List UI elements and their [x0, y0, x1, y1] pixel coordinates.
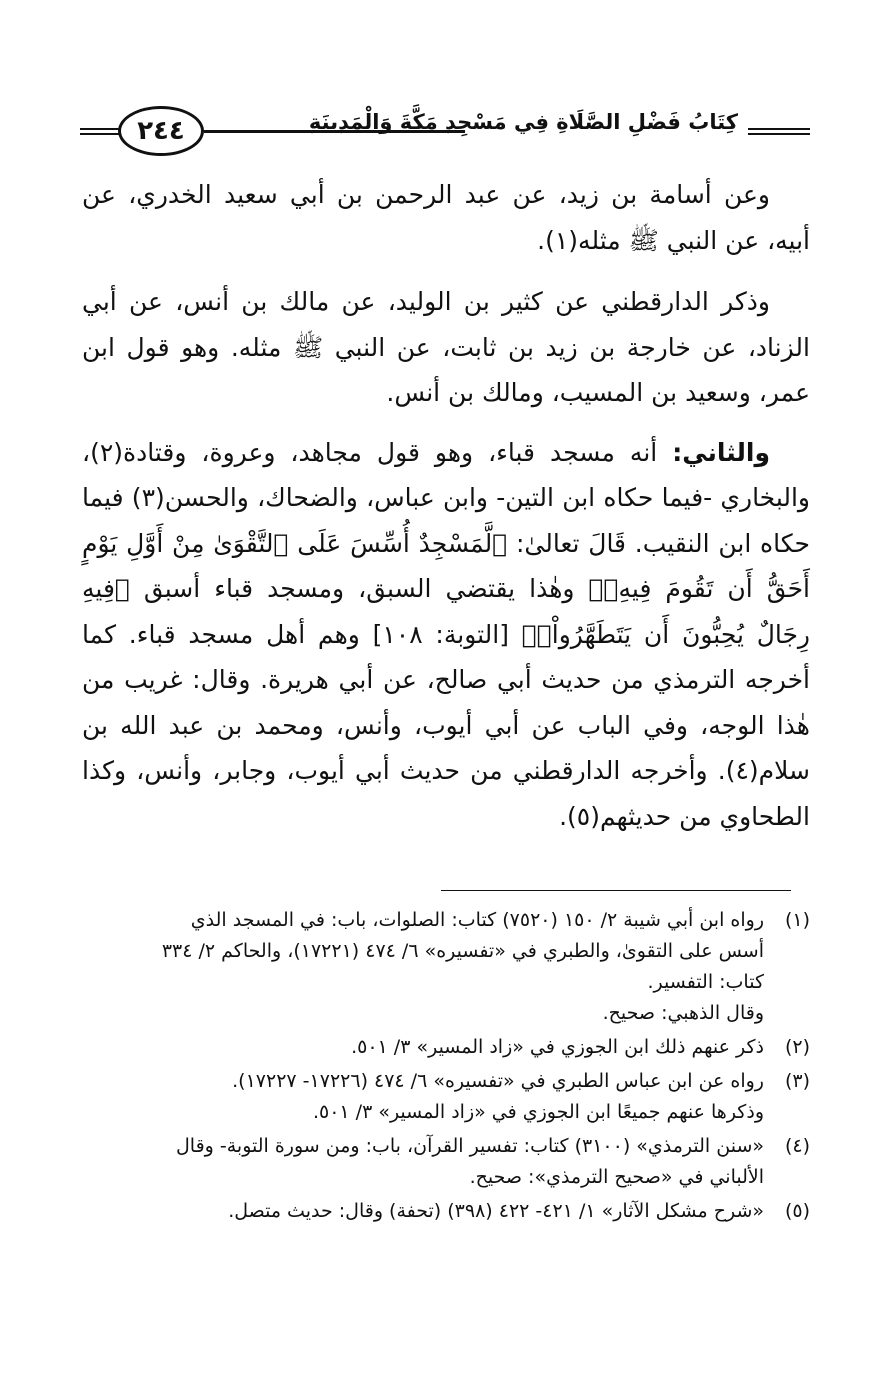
main-text	[82, 172, 810, 853]
footnote-line: الألباني في «صحيح الترمذي»: صحيح.	[469, 1166, 764, 1188]
page-number-oval	[118, 106, 204, 156]
running-header	[80, 104, 810, 160]
footnote-3	[80, 1066, 810, 1128]
footnote-2	[80, 1032, 810, 1063]
page-number: ٢٤٤	[137, 116, 185, 146]
footnote-1	[80, 905, 810, 1029]
footnote-line: رواه ابن أبي شيبة ٢/ ١٥٠ (٧٥٢٠) كتاب: الصلوات، باب: في المسجد الذي	[190, 909, 764, 931]
footnote-line: «شرح مشكل الآثار» ١/ ٤٢١- ٤٢٢ (٣٩٨) (تحفة) وقال: حديث متصل.	[228, 1200, 764, 1222]
footnote-line: وذكرها عنهم جميعًا ابن الجوزي في «زاد المسير» ٣/ ٥٠١.	[312, 1101, 764, 1123]
footnote-line: «سنن الترمذي» (٣١٠٠) كتاب: تفسير القرآن، باب: ومن سورة التوبة- وقال	[175, 1135, 764, 1157]
footnote-line: رواه عن ابن عباس الطبري في «تفسيره» ٦/ ٤٧٤ (١٧٢٢٦- ١٧٢٢٧).	[232, 1070, 764, 1092]
footnote-line: كتاب: التفسير.	[647, 971, 764, 993]
footnote-5	[80, 1196, 810, 1227]
footnote-separator	[441, 890, 791, 891]
paragraph-2: وذكر الدارقطني عن كثير بن الوليد، عن مالك بن أنس، عن أبي الزناد، عن خارجة بن زيد بن ثابت، عن النبي ﷺ مثله. وهو قول ابن عمر، وسعيد بن المسيب، ومالك بن أنس.	[82, 287, 810, 407]
footnote-number: (٢)	[784, 1036, 810, 1058]
header-title: كِتَابُ فَضْلِ الصَّلَاةِ فِي مَسْجِدِ مَكَّةَ وَالْمَدِينَةِ	[308, 110, 738, 134]
paragraph-3	[82, 430, 810, 840]
footnotes	[80, 905, 810, 1230]
header-rule-left	[80, 128, 120, 135]
header-rule-middle	[204, 130, 465, 137]
footnote-number: (١)	[784, 909, 810, 931]
paragraph-3-text: أنه مسجد قباء، وهو قول مجاهد، وعروة، وقتادة(٢)، والبخاري -فيما حكاه ابن التين- وابن عباس، والضحاك، والحسن(٣) فيما حكاه ابن النقيب. قَالَ تعالىٰ: ﴿لَّمَسْجِدٌ أُسِّسَ عَلَى ٱلتَّقْوَىٰ مِنْ أَوَّلِ يَوْمٍ أَحَقُّ أَن تَقُومَ فِيهِۚ﴾ وهٰذا يقتضي السبق، ومسجد قباء أسبق ﴿فِيهِ رِجَالٌ يُحِبُّونَ أَن يَتَطَهَّرُواْۚ﴾ [التوبة: ١٠٨] وهم أهل مسجد قباء. كما أخرجه الترمذي من حديث أبي صالح، عن أبي هريرة. وقال: غريب من هٰذا الوجه، وفي الباب عن أبي أيوب، وأنس، ومحمد بن عبد الله بن سلام(٤). وأخرجه الدارقطني من حديث أبي أيوب، وجابر، وأنس، وكذا الطحاوي من حديثهم(٥).	[82, 437, 810, 831]
footnote-4	[80, 1131, 810, 1193]
footnote-number: (٣)	[784, 1070, 810, 1092]
footnote-line: ذكر عنهم ذلك ابن الجوزي في «زاد المسير» ٣/ ٥٠١.	[351, 1036, 764, 1058]
footnote-number: (٥)	[784, 1200, 810, 1222]
paragraph-1: وعن أسامة بن زيد، عن عبد الرحمن بن أبي سعيد الخدري، عن أبيه، عن النبي ﷺ مثله(١).	[82, 180, 810, 255]
footnote-line: أسس على التقوىٰ، والطبري في «تفسيره» ٦/ ٤٧٤ (١٧٢٢١)، والحاكم ٢/ ٣٣٤	[161, 940, 764, 962]
paragraph-3-lead: والثاني:	[672, 437, 770, 467]
header-rule-right	[748, 128, 810, 135]
footnote-line: وقال الذهبي: صحيح.	[602, 1002, 764, 1024]
footnote-number: (٤)	[784, 1135, 810, 1157]
